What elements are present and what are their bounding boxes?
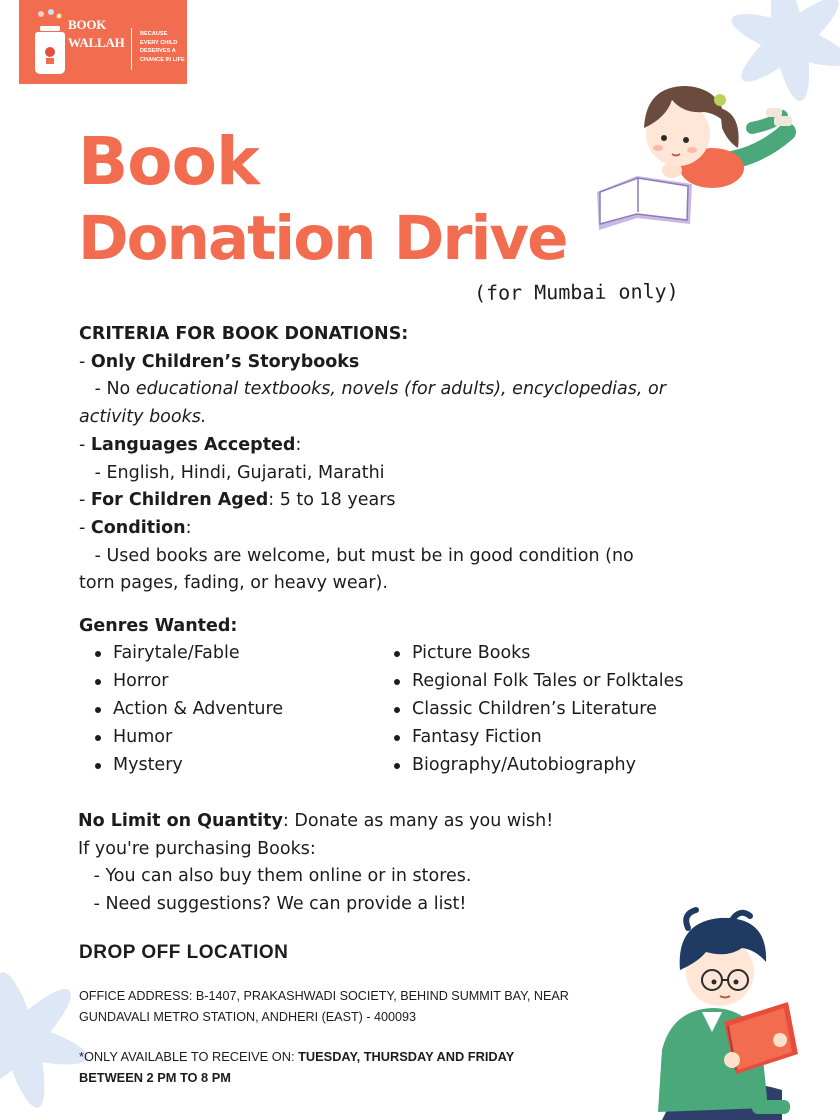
genre-item: Classic Children’s Literature bbox=[394, 696, 684, 724]
bullet-icon bbox=[95, 707, 101, 713]
criteria-item-condition-note-cont: torn pages, fading, or heavy wear). bbox=[79, 573, 388, 594]
criteria-item-condition-note: - Used books are welcome, but must be in good condition (no bbox=[89, 545, 634, 566]
bullet-icon bbox=[95, 679, 101, 685]
criteria-item-storybooks-note-cont: activity books. bbox=[79, 407, 207, 428]
bullet-icon bbox=[394, 651, 400, 657]
bullet-icon bbox=[394, 763, 400, 769]
bullet-icon bbox=[394, 707, 400, 713]
headline-line-1: Book bbox=[78, 123, 259, 200]
bullet-icon bbox=[95, 651, 101, 657]
bullet-icon bbox=[394, 679, 400, 685]
genres-list-left bbox=[95, 640, 283, 780]
genres-heading: Genres Wanted: bbox=[79, 616, 238, 636]
jar-icon bbox=[33, 8, 65, 76]
availability-note: *ONLY AVAILABLE TO RECEIVE ON: TUESDAY, THURSDAY AND FRIDAY BETWEEN 2 PM TO 8 PM bbox=[79, 1049, 515, 1085]
genre-item: Fairytale/Fable bbox=[95, 640, 283, 668]
dropoff-heading: DROP OFF LOCATION bbox=[79, 942, 289, 963]
criteria-item-languages: - Languages Accepted: bbox=[79, 434, 302, 455]
office-address: OFFICE ADDRESS: B-1407, PRAKASHWADI SOCIETY, BEHIND SUMMIT BAY, NEAR GUNDAVALI METRO STATION, ANDHERI (EAST) - 400093 bbox=[79, 989, 569, 1024]
purchasing-line: If you're purchasing Books: bbox=[78, 838, 316, 859]
boy-reading-illustration bbox=[632, 900, 822, 1120]
bullet-icon bbox=[95, 735, 101, 741]
genre-item: Humor bbox=[95, 724, 283, 752]
logo-wordmark: BOOK WALLAH bbox=[68, 17, 125, 50]
bullet-icon bbox=[95, 763, 101, 769]
criteria-section bbox=[79, 321, 719, 598]
genre-item: Horror bbox=[95, 668, 283, 696]
criteria-heading: CRITERIA FOR BOOK DONATIONS: bbox=[79, 324, 409, 344]
genre-item: Mystery bbox=[95, 752, 283, 780]
genre-item: Picture Books bbox=[394, 640, 684, 668]
criteria-item-age: - For Children Aged: 5 to 18 years bbox=[79, 490, 396, 511]
logo-divider bbox=[131, 28, 132, 70]
criteria-item-condition: - Condition: bbox=[79, 517, 192, 538]
quantity-section bbox=[78, 808, 553, 919]
bullet-icon bbox=[394, 735, 400, 741]
criteria-item-storybooks: - Only Children’s Storybooks bbox=[79, 351, 360, 372]
genre-item: Regional Folk Tales or Folktales bbox=[394, 668, 684, 696]
criteria-item-storybooks-note: - No educational textbooks, novels (for adults), encyclopedias, or bbox=[89, 379, 666, 400]
genres-list-right bbox=[394, 640, 684, 780]
quantity-line: No Limit on Quantity: Donate as many as you wish! bbox=[78, 811, 554, 831]
girl-reading-illustration bbox=[592, 50, 802, 230]
purchasing-note-1: - You can also buy them online or in stores. bbox=[88, 866, 472, 887]
purchasing-note-2: - Need suggestions? We can provide a list! bbox=[88, 894, 467, 915]
book-wallah-logo bbox=[19, 0, 187, 84]
genre-item: Biography/Autobiography bbox=[394, 752, 684, 780]
star-decoration-bottom-left bbox=[0, 940, 140, 1120]
criteria-item-languages-note: - English, Hindi, Gujarati, Marathi bbox=[89, 462, 385, 483]
genre-item: Fantasy Fiction bbox=[394, 724, 684, 752]
headline-line-2: Donation Drive bbox=[78, 203, 567, 274]
logo-tagline: BECAUSE EVERY CHILD DESERVES A CHANCE IN LIFE bbox=[140, 31, 185, 63]
genre-item: Action & Adventure bbox=[95, 696, 283, 724]
headline-subtitle: (for Mumbai only) bbox=[473, 279, 679, 305]
